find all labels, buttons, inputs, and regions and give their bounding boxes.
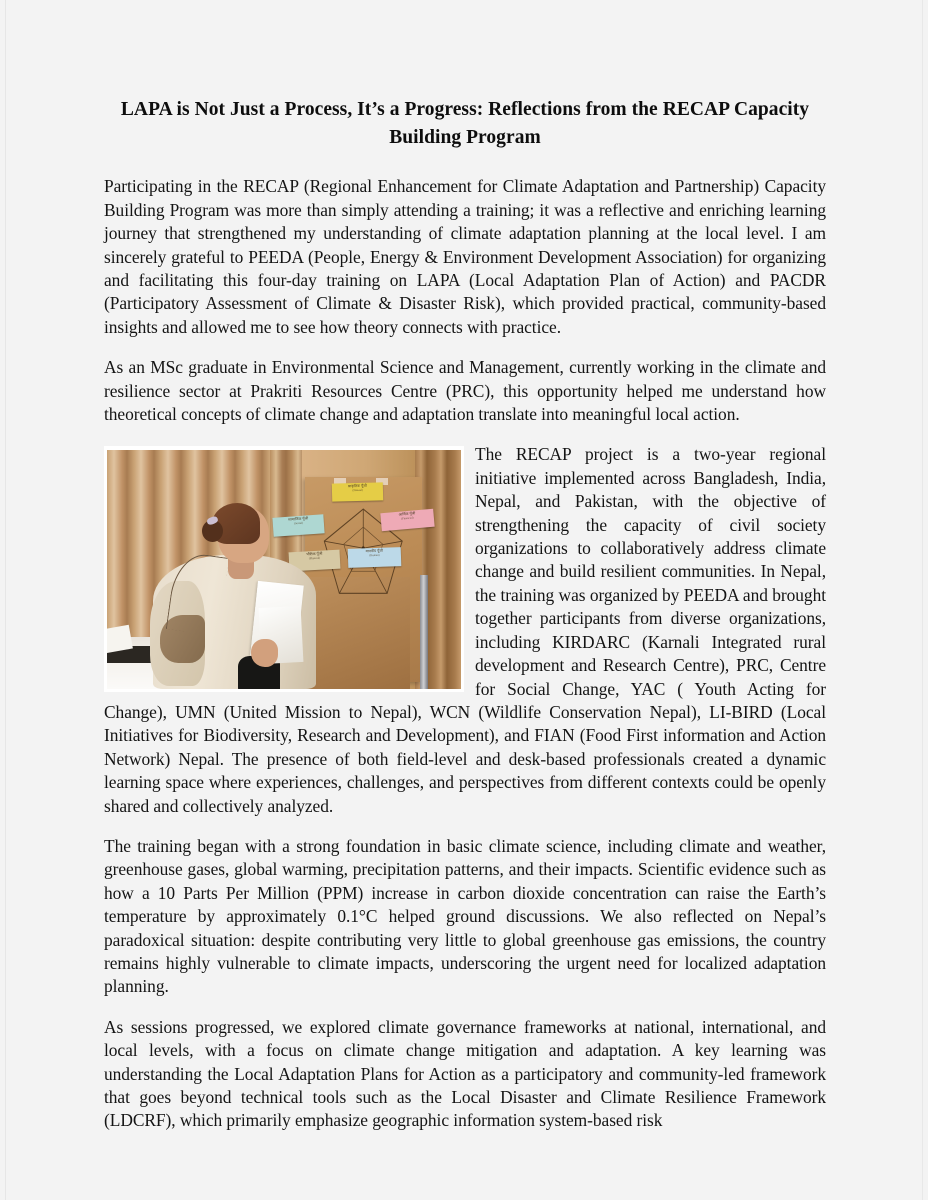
paragraph-governance: As sessions progressed, we explored climate governance frameworks at national, international, and local levels, with a focus on climate change mitigation and adaptation. A key learning was understanding the Local Adaptation Plans for Action as a participatory and community-led framework that goes beyond technical tools such as the Local Disaster and Climate Resilience Framework (LDCRF), which primarily emphasize geographic information system-based risk <box>104 1016 826 1131</box>
photo-sticky-note-human: मानवीय पूँजी (Human) <box>347 548 401 569</box>
paragraph-recap-project: The RECAP project is a two-year regional initiative implemented across Bangladesh, India, Nepal, and Pakistan, with the objective of strengthening the capacity of civil society organizations to collaboratively address climate change and build resilient communities. In Nepal, the training was organized by PEEDA and brought together participants from diverse organizations, including KIRDARC (Karnali Integrated rural development and Research Centre), PRC, Centre for Social Change, YAC ( Youth Acting for Change), UMN (United Mission to Nepal), WCN (Wildlife Conservation Nepal), LI-BIRD (Local Initiatives for Biodiversity, Research and Development), and FIAN (Food First information and Action Network) Nepal. The presence of both field-level and desk-based professionals created a dynamic learning space where experiences, challenges, and perspectives from different contexts could be openly shared and collectively analyzed. <box>104 444 826 816</box>
page-edge-right <box>922 0 923 1200</box>
photo-presenter <box>153 503 316 689</box>
photo-sticky-note-financial: आर्थिक पूँजी (Financial) <box>381 509 435 532</box>
paragraph-background: As an MSc graduate in Environmental Science and Management, currently working in the climate and resilience sector at Prakriti Resources Centre (PRC), this opportunity helped me understand how theoretical concepts of climate change and adaptation translate into meaningful local action. <box>104 357 826 425</box>
paragraph-climate-science: The training began with a strong foundation in basic climate science, including climate and weather, greenhouse gases, global warming, precipitation patterns, and their impacts. Scientific evidence such as how a 10 Parts Per Million (PPM) increase in carbon dioxide concentration can raise the Earth’s temperature by approximately 0.1°C helped ground discussions. We also reflected on Nepal’s paradoxical situation: despite contributing very little to global greenhouse gas emissions, the country remains highly vulnerable to climate impacts, underscoring the urgent need for localized adaptation planning. <box>104 835 826 997</box>
photo-sticky-note-social: सामाजिक पूँजी (Social) <box>273 514 326 536</box>
training-photo <box>107 450 461 689</box>
page-title: LAPA is Not Just a Process, It’s a Progress: Reflections from the RECAP Capacity Building Program <box>120 99 810 148</box>
photo-sticky-note-natural: प्राकृतिक पूँजी (Natural) <box>332 482 384 501</box>
photo-sticky-note-physical: भौतिक पूँजी (Physical) <box>289 549 341 571</box>
training-photo-figure <box>104 446 464 692</box>
paragraph-intro: Participating in the RECAP (Regional Enhancement for Climate Adaptation and Partnership) Capacity Building Program was more than simply attending a training; it was a reflective and enriching learning journey that strengthened my understanding of climate adaptation planning at the local level. I am sincerely grateful to PEEDA (People, Energy & Environment Development Association) for organizing and facilitating this four-day training on LAPA (Local Adaptation Plan of Action) and PACDR (Participatory Assessment of Climate & Disaster Risk), which provided practical, community-based insights and allowed me to see how theory connects with practice. <box>104 176 826 337</box>
document-content <box>104 96 826 1133</box>
photo-stand-pole <box>420 575 428 690</box>
photo-presenter-bag-strap <box>166 551 230 637</box>
photo-presenter-hand <box>251 639 279 667</box>
page-edge-left <box>5 0 6 1200</box>
